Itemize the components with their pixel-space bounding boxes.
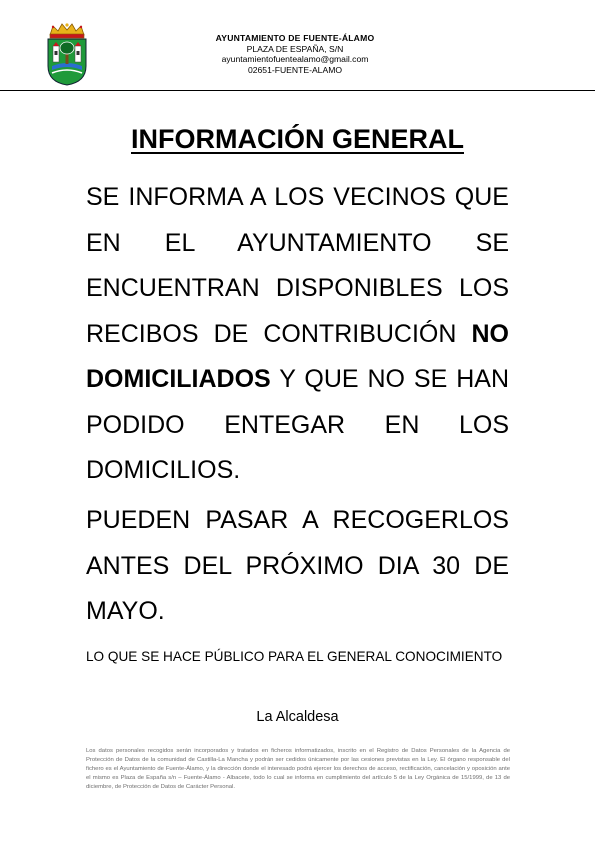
letterhead-header bbox=[0, 0, 595, 92]
page-title bbox=[0, 122, 595, 156]
header-divider bbox=[0, 90, 595, 91]
notice-paragraph-1 bbox=[86, 175, 509, 494]
coat-of-arms-icon bbox=[44, 22, 90, 86]
letterhead-text bbox=[190, 33, 400, 75]
municipality-postal-code: 02651-FUENTE-ALAMO bbox=[247, 64, 343, 75]
notice-p1-end: Y QUE NO SE HAN PODIDO ENTEGAR EN LOS DOMICILIOS. bbox=[86, 365, 509, 484]
municipality-name: AYUNTAMIENTO DE FUENTE-ÁLAMO bbox=[215, 33, 375, 43]
notice-p1-start: SE INFORMA A LOS VECINOS QUE EN EL AYUNTAMIENTO SE ENCUENTRAN DISPONIBLES LOS RECIBOS DE CONTRIBUCIÓN bbox=[86, 183, 509, 348]
municipality-email: ayuntamientofuentealamo@gmail.com bbox=[221, 54, 369, 65]
page-title-text: INFORMACIÓN GENERAL bbox=[131, 124, 464, 154]
signature-line: La Alcaldesa bbox=[256, 709, 339, 725]
closing-statement: LO QUE SE HACE PÚBLICO PARA EL GENERAL CONOCIMIENTO bbox=[86, 649, 503, 664]
municipality-address: PLAZA DE ESPAÑA, S/N bbox=[246, 43, 344, 54]
notice-paragraph-2: PUEDEN PASAR A RECOGERLOS ANTES DEL PRÓXIMO DIA 30 DE MAYO. bbox=[86, 506, 509, 625]
notice-p1-bold: NO DOMICILIADOS bbox=[86, 319, 509, 393]
data-protection-notice: Los datos personales recogidos serán incorporados y tratados en ficheros informatizados, inscrito en el Registro de Datos Personales de la Agencia de Protección de Datos de la comunidad de Castilla-La Mancha y podrán ser cedidos únicamente por las cesiones previstas en la Ley. El órgano responsable del fichero es el Ayuntamiento de Fuente-Álamo, y la dirección donde el interesado podrá ejercer los derechos de acceso, rectificación, cancelación y oposición ante el mismo es Plaza de España s/n – Fuente-Álamo - Albacete, todo lo cual se informa en cumplimiento del artículo 5 de la Ley Orgánica de 15/1999, de 13 de diciembre, de Protección de Datos de Carácter Personal. bbox=[86, 748, 510, 790]
